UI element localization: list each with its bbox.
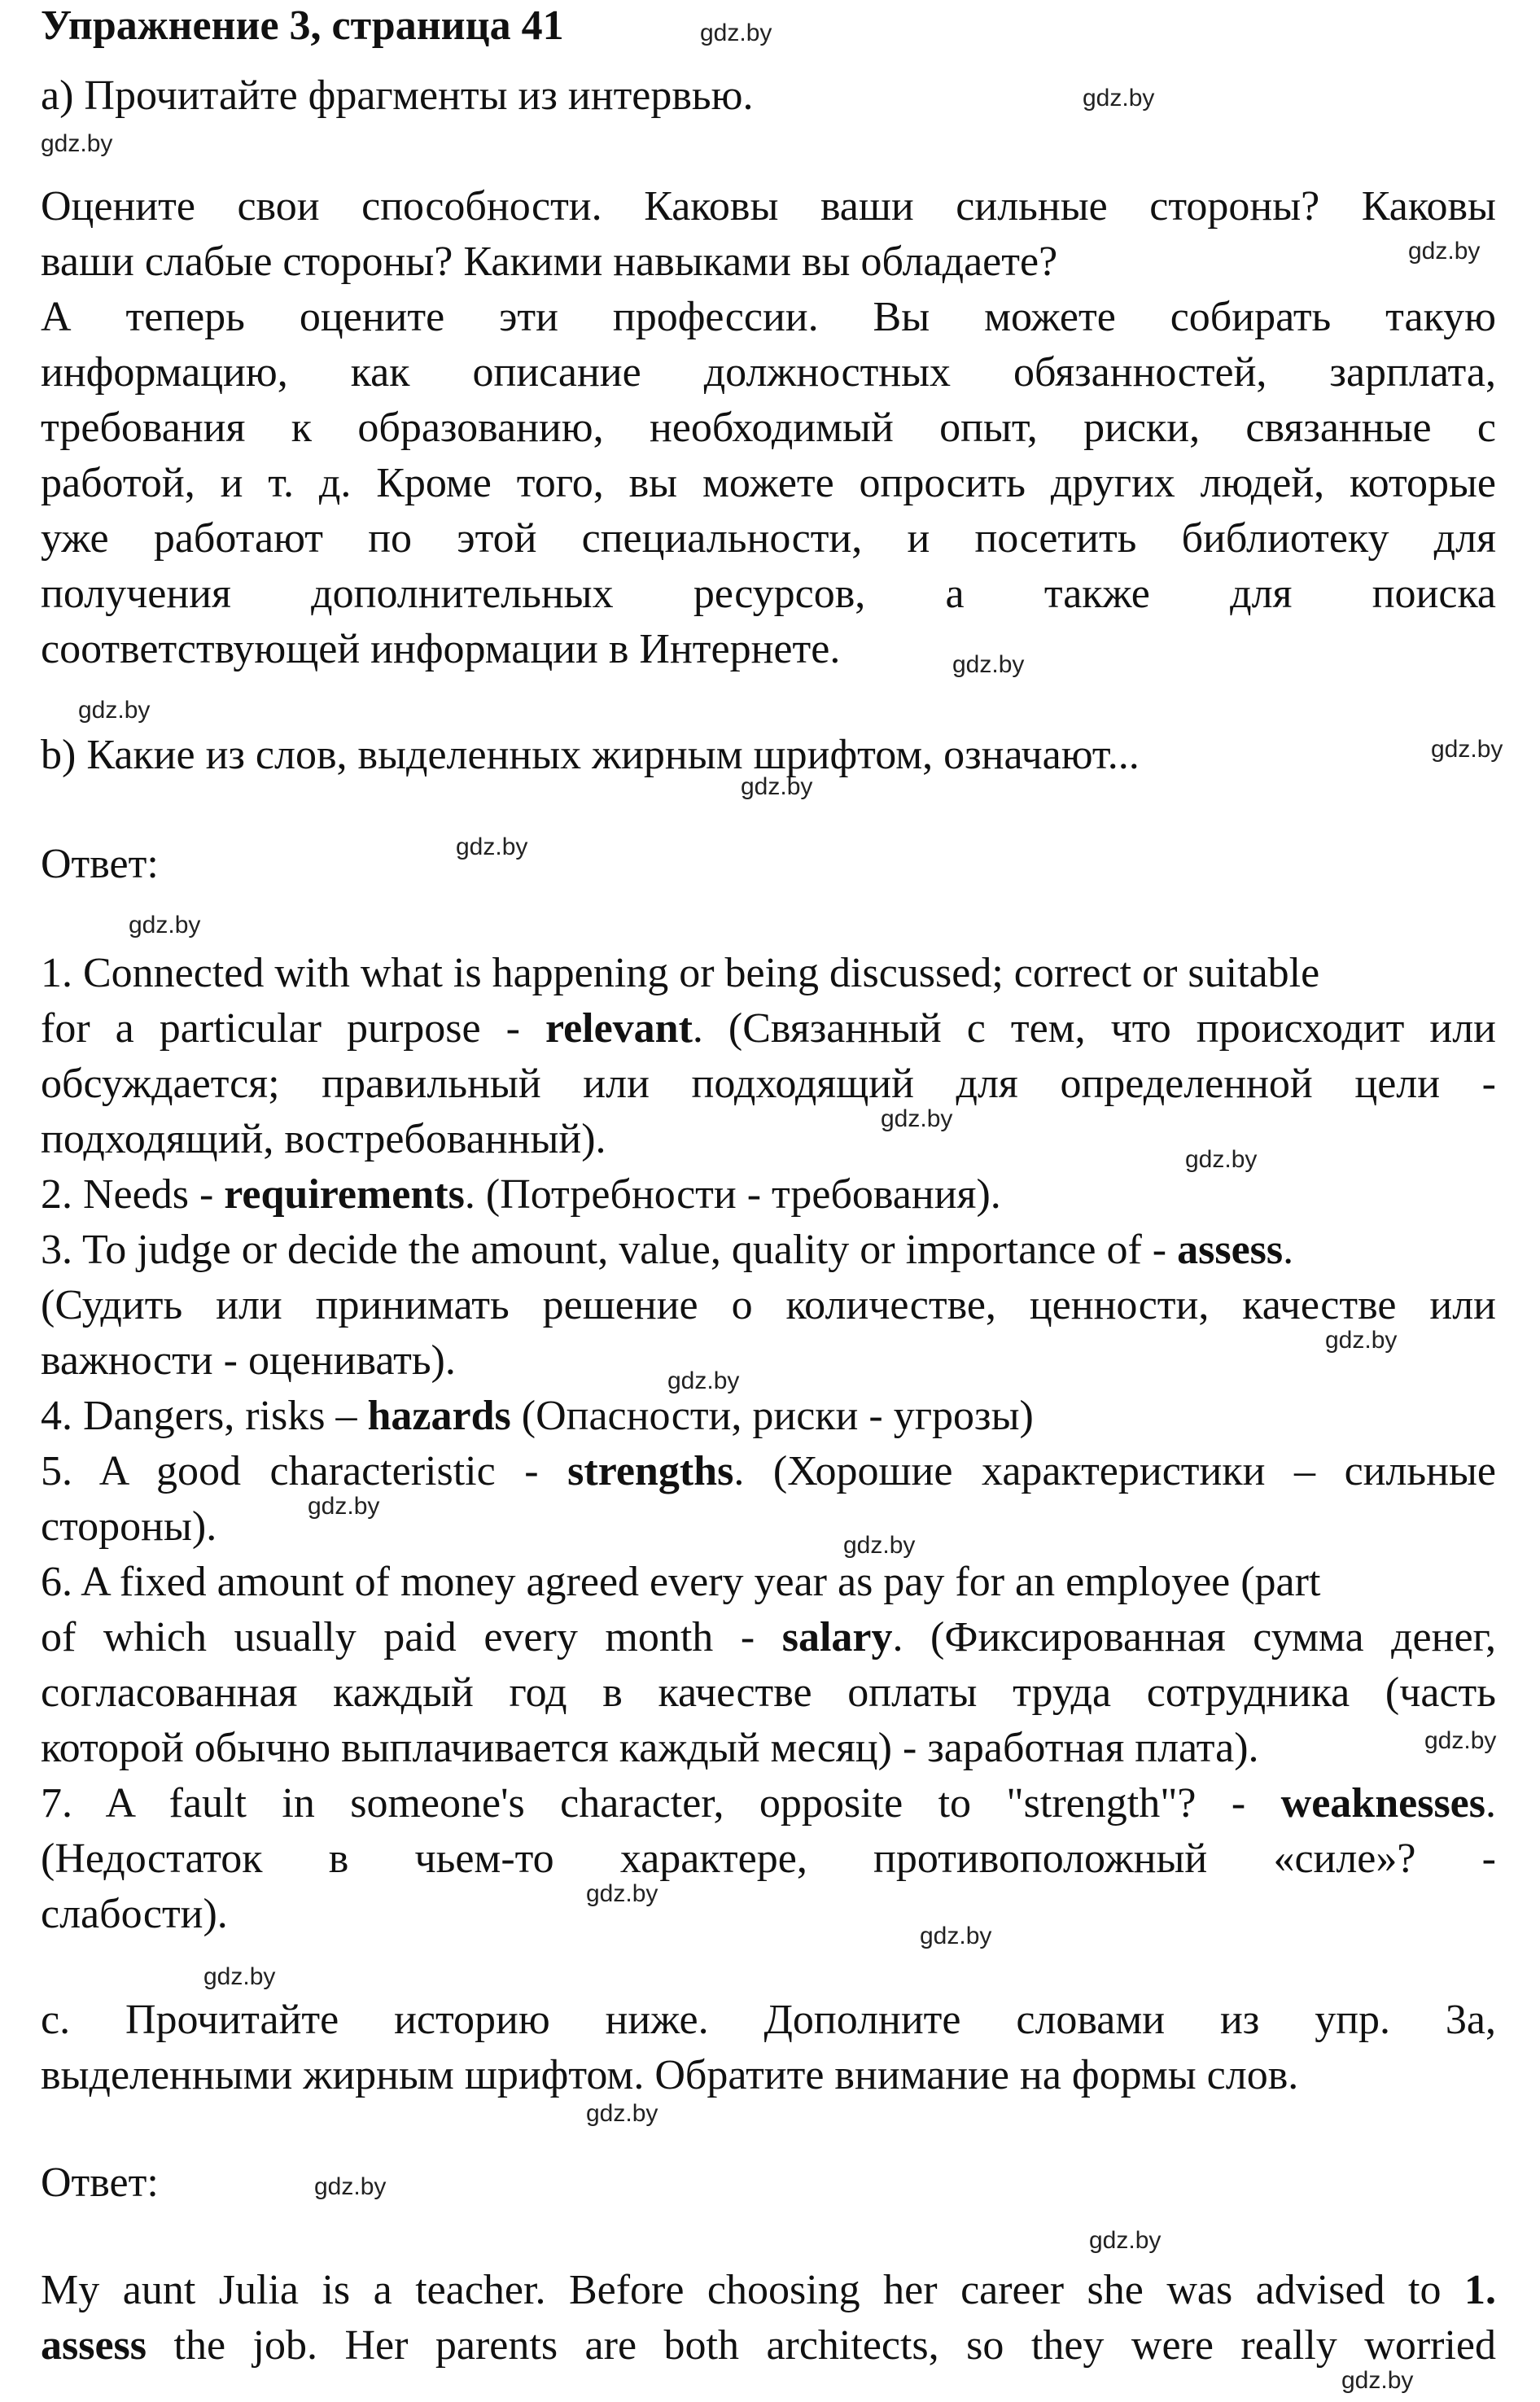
- section-a-line-7: уже работают по этой специальности, и посетить библиотеку для: [41, 515, 1496, 562]
- section-b-heading: b) Какие из слов, выделенных жирным шрифтом, означают...: [41, 732, 1140, 778]
- answer-item-3-line-3: важности - оценивать).: [41, 1337, 456, 1384]
- answer-item-6-line-2: of which usually paid every month - salary. (Фиксированная сумма денег,: [41, 1614, 1497, 1660]
- watermark: gdz.by: [129, 912, 201, 938]
- watermark: gdz.by: [314, 2173, 387, 2200]
- answer-item-7-line-2: (Недостаток в чьем-то характере, противоположный «силе»? -: [41, 1835, 1496, 1882]
- watermark: gdz.by: [920, 1923, 992, 1949]
- watermark: gdz.by: [700, 20, 772, 46]
- answer-item-7-line-3: слабости).: [41, 1891, 228, 1937]
- section-a-line-2: ваши слабые стороны? Какими навыками вы обладаете?: [41, 238, 1058, 285]
- answer-item-2: 2. Needs - requirements. (Потребности - требования).: [41, 1171, 1001, 1218]
- answer-item-6-line-1: 6. A fixed amount of money agreed every year as pay for an employee (part: [41, 1559, 1321, 1605]
- answer-label-c: Ответ:: [41, 2159, 159, 2206]
- watermark: gdz.by: [881, 1105, 953, 1132]
- story-keyword-assess: assess: [41, 2322, 147, 2369]
- section-a-line-1: Оцените свои способности. Каковы ваши сильные стороны? Каковы: [41, 183, 1496, 230]
- section-a-line-6: работой, и т. д. Кроме того, вы можете опросить других людей, которые: [41, 460, 1496, 506]
- watermark: gdz.by: [586, 1880, 658, 1907]
- keyword-hazards: hazards: [367, 1393, 511, 1439]
- watermark: gdz.by: [843, 1532, 916, 1559]
- answer-item-3-line-1: 3. To judge or decide the amount, value, quality or importance of - assess.: [41, 1227, 1294, 1273]
- answer-item-1-line-4: подходящий, востребованный).: [41, 1116, 606, 1162]
- section-a-line-5: требования к образованию, необходимый опыт, риски, связанные с: [41, 405, 1496, 451]
- answer-item-1-line-2: for a particular purpose - relevant. (Связанный с тем, что происходит или: [41, 1005, 1496, 1052]
- watermark: gdz.by: [1424, 1727, 1497, 1754]
- section-c-line-1: c. Прочитайте историю ниже. Дополните словами из упр. 3а,: [41, 1997, 1496, 2043]
- watermark: gdz.by: [741, 773, 813, 800]
- section-a-heading: а) Прочитайте фрагменты из интервью.: [41, 72, 754, 119]
- answer-label-b: Ответ:: [41, 841, 159, 887]
- watermark: gdz.by: [78, 697, 151, 724]
- watermark: gdz.by: [952, 651, 1025, 678]
- section-a-line-8: получения дополнительных ресурсов, а также для поиска: [41, 571, 1496, 617]
- answer-item-5-line-1: 5. A good characteristic - strengths. (Хорошие характеристики – сильные: [41, 1448, 1496, 1494]
- watermark: gdz.by: [456, 833, 528, 860]
- watermark: gdz.by: [667, 1367, 740, 1394]
- keyword-assess: assess: [1177, 1227, 1284, 1273]
- keyword-salary: salary: [781, 1614, 893, 1660]
- watermark: gdz.by: [1408, 238, 1481, 265]
- answer-item-4: 4. Dangers, risks – hazards (Опасности, риски - угрозы): [41, 1393, 1034, 1439]
- watermark: gdz.by: [586, 2100, 658, 2127]
- watermark: gdz.by: [1341, 2367, 1414, 2394]
- keyword-requirements: requirements: [224, 1171, 465, 1218]
- section-a-line-9: соответствующей информации в Интернете.: [41, 626, 841, 672]
- story-line-2: assess the job. Her parents are both architects, so they were really worried: [41, 2322, 1496, 2369]
- watermark: gdz.by: [1083, 85, 1155, 112]
- story-line-1: My aunt Julia is a teacher. Before choosing her career she was advised to 1.: [41, 2267, 1496, 2313]
- answer-item-6-line-3: согласованная каждый год в качестве оплаты труда сотрудника (часть: [41, 1669, 1496, 1716]
- answer-item-3-line-2: (Судить или принимать решение о количестве, ценности, качестве или: [41, 1282, 1496, 1328]
- watermark: gdz.by: [1431, 736, 1503, 763]
- watermark: gdz.by: [41, 130, 113, 157]
- answer-item-1-line-3: обсуждается; правильный или подходящий для определенной цели -: [41, 1061, 1496, 1107]
- keyword-weaknesses: weaknesses: [1280, 1780, 1485, 1827]
- watermark: gdz.by: [1185, 1146, 1258, 1173]
- watermark: gdz.by: [1089, 2227, 1162, 2254]
- answer-item-6-line-4: которой обычно выплачивается каждый месяц) - заработная плата).: [41, 1725, 1259, 1771]
- answer-item-7-line-1: 7. A fault in someone's character, opposite to "strength"? - weaknesses.: [41, 1780, 1496, 1827]
- page-title: Упражнение 3, страница 41: [41, 2, 564, 49]
- watermark: gdz.by: [203, 1963, 276, 1990]
- watermark: gdz.by: [308, 1493, 380, 1520]
- section-a-line-3: А теперь оцените эти профессии. Вы можете собирать такую: [41, 294, 1496, 340]
- story-number-1: 1.: [1464, 2267, 1496, 2313]
- section-a-line-4: информацию, как описание должностных обязанностей, зарплата,: [41, 349, 1496, 396]
- keyword-strengths: strengths: [567, 1448, 734, 1494]
- watermark: gdz.by: [1325, 1327, 1398, 1354]
- section-c-line-2: выделенными жирным шрифтом. Обратите внимание на формы слов.: [41, 2052, 1299, 2098]
- answer-item-1-line-1: 1. Connected with what is happening or being discussed; correct or suitable: [41, 950, 1320, 996]
- answer-item-5-line-2: стороны).: [41, 1503, 217, 1550]
- keyword-relevant: relevant: [545, 1005, 693, 1052]
